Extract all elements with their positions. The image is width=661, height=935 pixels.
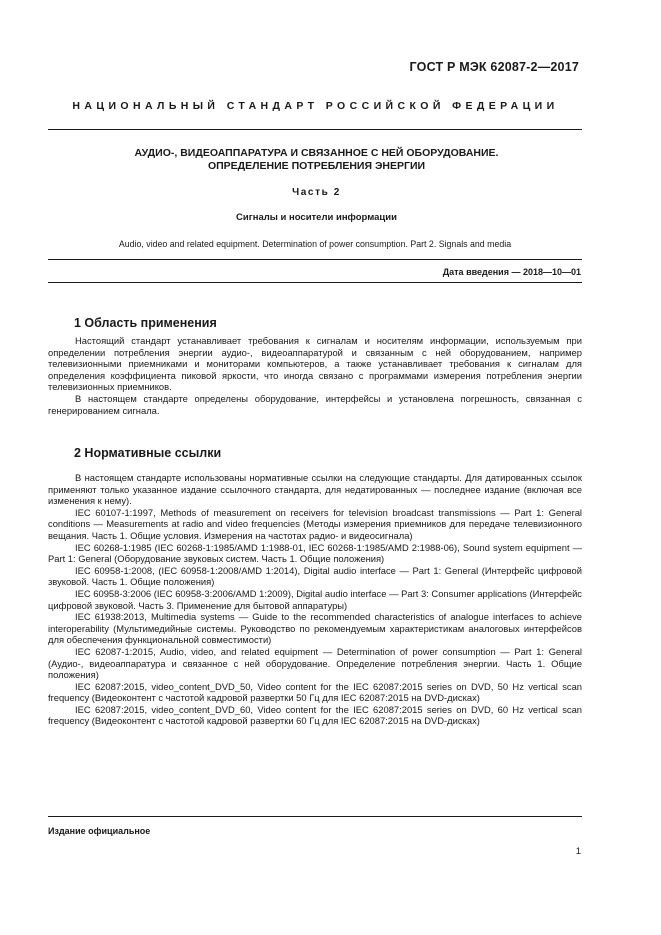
title-line-2: ОПРЕДЕЛЕНИЕ ПОТРЕБЛЕНИЯ ЭНЕРГИИ [207,160,426,172]
official-edition-label: Издание официальное [48,826,151,836]
reference-item: IEC 60107-1:1997, Methods of measurement on receivers for television broadcast transmissions — Part 1: General conditions — Measurements at radio and video frequencies (Методы измерения приемников для передаче телевизионного вещания. Часть 1. Общие условия. Измерения на частотах радио- и видеосигнала) [48,506,582,541]
reference-item: IEC 62087-1:2015, Audio, video, and related equipment — Determination of power consumption — Part 1: General (Аудио-, видеоаппаратура и связанное с ней оборудование. Определение потребления энергии. Часть 1. Общие положения) [48,645,582,681]
part-label: Часть 2 [292,187,341,198]
footer-divider [48,816,582,817]
national-standard-heading: НАЦИОНАЛЬНЫЙ СТАНДАРТ РОССИЙСКОЙ ФЕДЕРАЦИИ [72,100,559,112]
section-2-body [48,472,582,727]
reference-item: IEC 60958-3:2006 (IEC 60958-3:2006/AMD 1:2009), Digital audio interface — Part 3: Consumer applications (Интерфейс цифровой звуковой. Часть 3. Применение для бытовой аппаратуры) [48,587,582,611]
reference-item: IEC 60268-1:1985 (IEC 60268-1:1985/AMD 1:1988-01, IEC 60268-1:1985/AMD 2:1988-06), Sound system equipment — Part 1: General (Оборудование звуковых систем. Часть 1. Общие положения) [48,541,582,565]
section-1-heading: 1 Область применения [74,316,217,330]
reference-item: IEC 62087:2015, video_content_DVD_50, Video content for the IEC 62087:2015 series on DVD, 50 Hz vertical scan frequency (Видеоконтент с частотой кадровой развертки 50 Гц для IEC 62087:2015 на DVD-дисках) [48,680,582,704]
paragraph: В настоящем стандарте использованы нормативные ссылки на следующие стандарты. Для датированных ссылок применяют только указанное издание ссылочного стандарта, для недатированных — последнее издание (включая все изменения к нему). [48,472,582,507]
header-divider [48,129,582,130]
document-title [60,147,573,173]
reference-item: IEC 61938:2013, Multimedia systems — Guide to the recommended characteristics of analogue interfaces to achieve interoperability (Мультимедийные системы. Руководство по рекомендуемым характеристикам аналоговых интерфейсов для обеспечения функциональной совместимости) [48,611,582,646]
part-subtitle: Сигналы и носители информации [236,212,397,223]
date-divider [48,282,582,283]
page-number: 1 [575,846,581,857]
paragraph: Настоящий стандарт устанавливает требования к сигналам и носителям информации, используемым при определении потребления энергии аудио-, видеоаппаратурой и связанным с ней оборудованием, например телевизионными приемниками и мониторами компьютеров, а также устанавливает требования к сигналам для определения коэффициента пиковой яркости, что иногда связано с программами измерения потребления энергии телевизионных приемников. [48,335,582,393]
section-1-body [48,335,582,416]
title-line-1: АУДИО-, ВИДЕОАППАРАТУРА И СВЯЗАННОЕ С НЕЙ ОБОРУДОВАНИЕ. [134,147,499,159]
english-title: Audio, video and related equipment. Determination of power consumption. Part 2. Signals and media [118,239,512,249]
document-number: ГОСТ Р МЭК 62087-2—2017 [409,60,579,74]
reference-item: IEC 60958-1:2008, (IEC 60958-1:2008/AMD 1:2014), Digital audio interface — Part 1: General (Интерфейс цифровой звуковой. Часть 1. Общие положения) [48,564,582,588]
title-divider [48,259,582,260]
paragraph: В настоящем стандарте определены оборудование, интерфейсы и установлена погрешность, связанная с генерированием сигнала. [48,392,582,416]
reference-item: IEC 62087:2015, video_content_DVD_60, Video content for the IEC 62087:2015 series on DVD, 60 Hz vertical scan frequency (Видеоконтент с частотой кадровой развертки 60 Гц для IEC 62087:2015 на DVD-дисках) [48,703,582,727]
section-2-heading: 2 Нормативные ссылки [74,446,222,460]
introduction-date: Дата введения — 2018—10—01 [442,267,581,277]
